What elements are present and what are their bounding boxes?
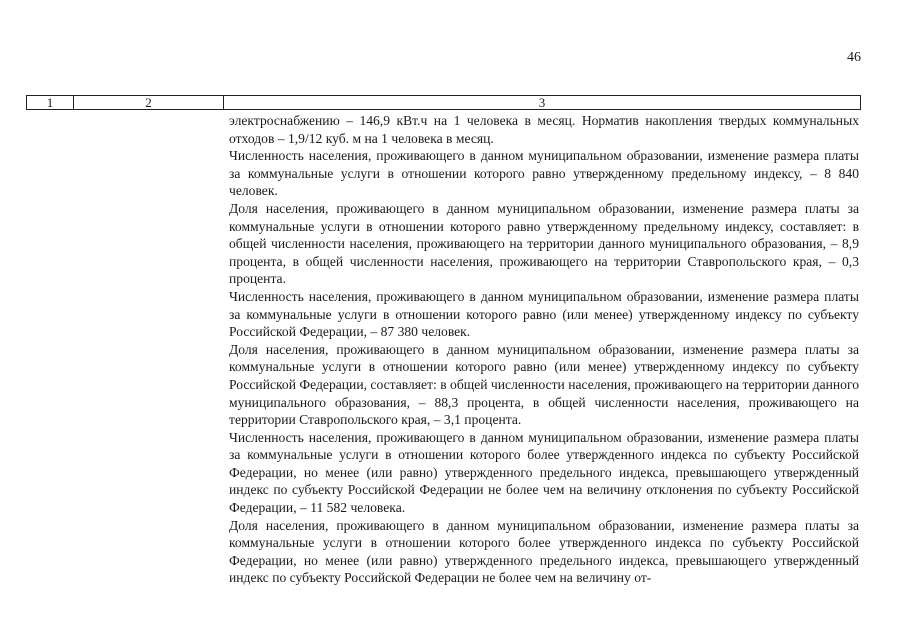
paragraph: Доля населения, проживающего в данном муниципальном образовании, изменение размера платы за коммунальные услуги в отношении которого равно (или менее) утвержденному индексу по субъекту Российской Федерации, составляет: в общей численности населения, проживающего на территории данного муниципального образования, – 88,3 процента, в общей численности населения, проживающего на территории Ставропольского края, – 3,1 процента. — [229, 341, 859, 428]
table-header-col-1: 1 — [27, 96, 74, 109]
page-number: 46 — [847, 50, 861, 65]
paragraph: электроснабжению – 146,9 кВт.ч на 1 человека в месяц. Норматив накопления твердых коммунальных отходов – 1,9/12 куб. м на 1 человека в месяц. — [229, 113, 859, 146]
paragraph: Доля населения, проживающего в данном муниципальном образовании, изменение размера платы за коммунальные услуги в отношении которого более утвержденного индекса по субъекту Российской Федерации, но менее (или равно) утвержденного предельного индекса, превышающего утвержденный индекс по субъекту Российской Федерации не более чем на величину от- — [229, 517, 859, 586]
paragraph: Численность населения, проживающего в данном муниципальном образовании, изменение размера платы за коммунальные услуги в отношении которого равно утвержденному предельному индексу, – 8 840 человек. — [229, 148, 859, 199]
table-header-row — [26, 95, 861, 110]
document-body — [229, 112, 859, 587]
paragraph: Численность населения, проживающего в данном муниципальном образовании, изменение размера платы за коммунальные услуги в отношении которого равно (или менее) утвержденному индексу по субъекту Российской Федерации, – 87 380 человек. — [229, 288, 859, 340]
paragraph: Численность населения, проживающего в данном муниципальном образовании, изменение размера платы за коммунальные услуги в отношении которого более утвержденного индекса по субъекту Российской Федерации, но менее (или равно) утвержденного предельного индекса, превышающего утвержденный индекс по субъекту Российской Федерации не более чем на величину отклонения по субъекту Российской Федерации, – 11 582 человека. — [229, 429, 859, 516]
paragraph: Доля населения, проживающего в данном муниципальном образовании, изменение размера платы за коммунальные услуги в отношении которого равно утвержденному предельному индексу, составляет: в общей численности населения, проживающего на территории данного муниципального образования, – 8,9 процента, в общей численности населения, проживающего на территории Ставропольского края, – 0,3 процента. — [229, 200, 859, 287]
table-header-col-2: 2 — [74, 96, 224, 109]
table-header-col-3: 3 — [538, 95, 546, 110]
